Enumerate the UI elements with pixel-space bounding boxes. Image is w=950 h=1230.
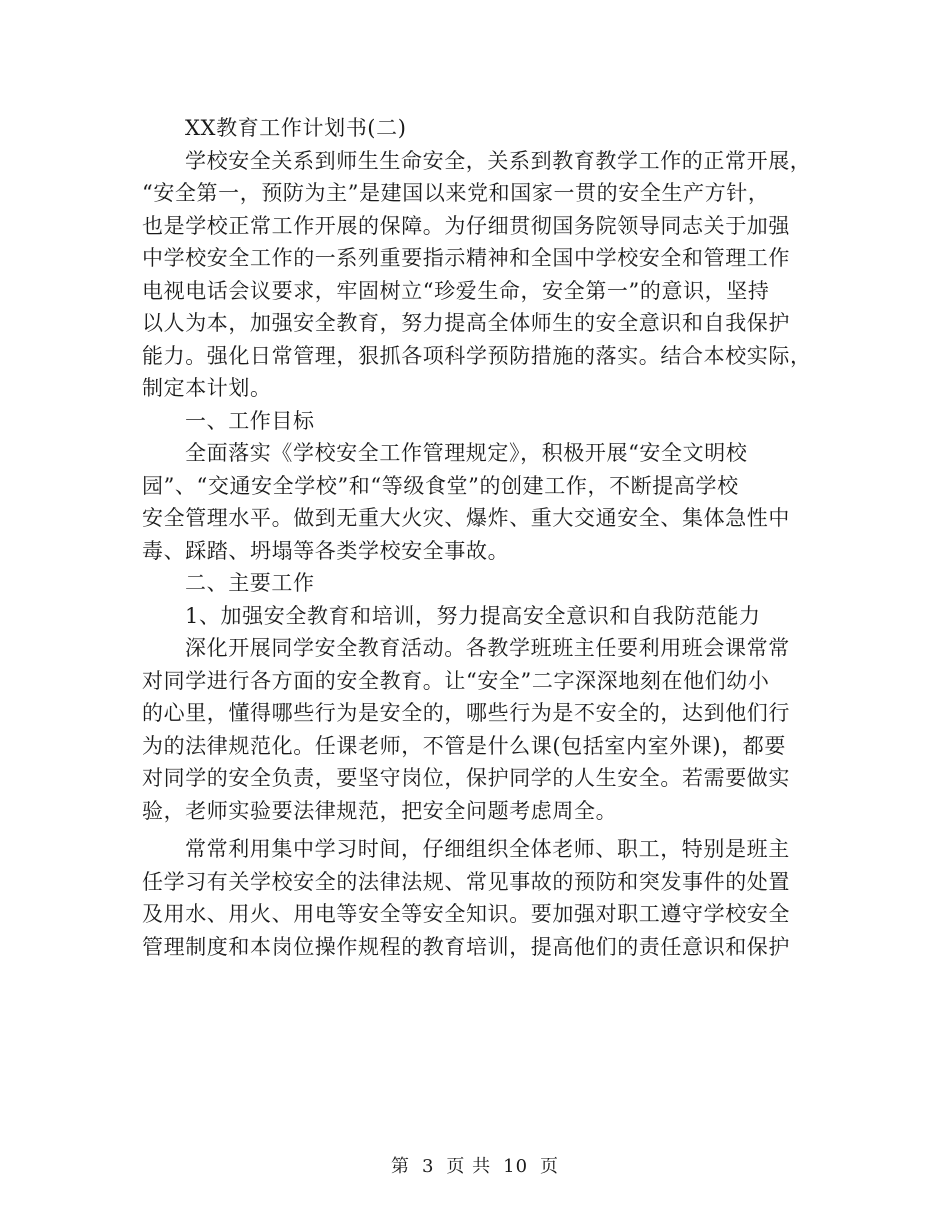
paragraph-line: 全面落实《学校安全工作管理规定》，积极开展“安全文明校 [185,441,748,465]
paragraph-line: 为的法律规范化。任课老师，不管是什么课(包括室内室外课)，都要 [142,733,786,758]
paragraph-line: 中学校安全工作的一系列重要指示精神和全国中学校安全和管理工作 [142,246,790,270]
paragraph-line: 验，老师实验要法律规范，把安全问题考虑周全。 [142,798,618,823]
paragraph-line: “安全第一，预防为主”是建国以来党和国家一贯的安全生产方针， [142,181,770,205]
paragraph-line: 能力。强化日常管理，狠抓各项科学预防措施的落实。结合本校实际， [142,343,812,368]
paragraph-line: 园”、“交通安全学校”和“等级食堂”的创建工作，不断提高学校 [142,473,739,498]
paragraph-line: 也是学校正常工作开展的保障。为仔细贯彻国务院领导同志关于加强 [142,213,790,238]
paragraph-line: 的心里，懂得哪些行为是安全的，哪些行为是不安全的，达到他们行 [142,701,790,725]
footer-prefix: 第 [390,1156,410,1177]
page-footer [0,1152,950,1178]
footer-middle: 页 共 [446,1156,492,1177]
paragraph-line: 深化开展同学安全教育活动。各教学班班主任要利用班会课常常 [185,636,790,660]
paragraph-line: 安全管理水平。做到无重大火灾、爆炸、重大交通安全、集体急性中 [142,506,790,530]
paragraph-line: 管理制度和本岗位操作规程的教育培训，提高他们的责任意识和保护 [142,934,790,959]
paragraph-line: 以人为本，加强安全教育，努力提高全体师生的安全意识和自我保护 [142,311,790,335]
paragraph-line: 常常利用集中学习时间，仔细组织全体老师、职工，特别是班主 [185,837,790,861]
paragraph-line: 毒、踩踏、坍塌等各类学校安全事故。 [142,538,510,563]
paragraph-line: 学校安全关系到师生生命安全，关系到教育教学工作的正常开展， [185,148,812,173]
section-heading: 二、主要工作 [185,571,315,595]
document-title: XX教育工作计划书(二) [185,116,407,140]
paragraph-line: 制定本计划。 [142,376,272,400]
page-total: 10 [503,1156,529,1177]
page-number: 3 [421,1156,435,1177]
paragraph-line: 对同学进行各方面的安全教育。让“安全”二字深深地刻在他们幼小 [142,668,770,693]
paragraph-line: 及用水、用火、用电等安全等安全知识。要加强对职工遵守学校安全 [142,902,790,926]
section-heading: 一、工作目标 [185,408,315,433]
paragraph-line: 对同学的安全负责，要坚守岗位，保护同学的人生安全。若需要做实 [142,766,790,790]
paragraph-line: 电视电话会议要求，牢固树立“珍爱生命，安全第一”的意识，坚持 [142,278,770,303]
document-body [142,112,810,963]
footer-suffix: 页 [540,1156,560,1177]
subsection-heading: 1、加强安全教育和培训，努力提高安全意识和自我防范能力 [185,603,761,628]
paragraph-line: 任学习有关学校安全的法律法规、常见事故的预防和突发事件的处置 [142,869,790,894]
